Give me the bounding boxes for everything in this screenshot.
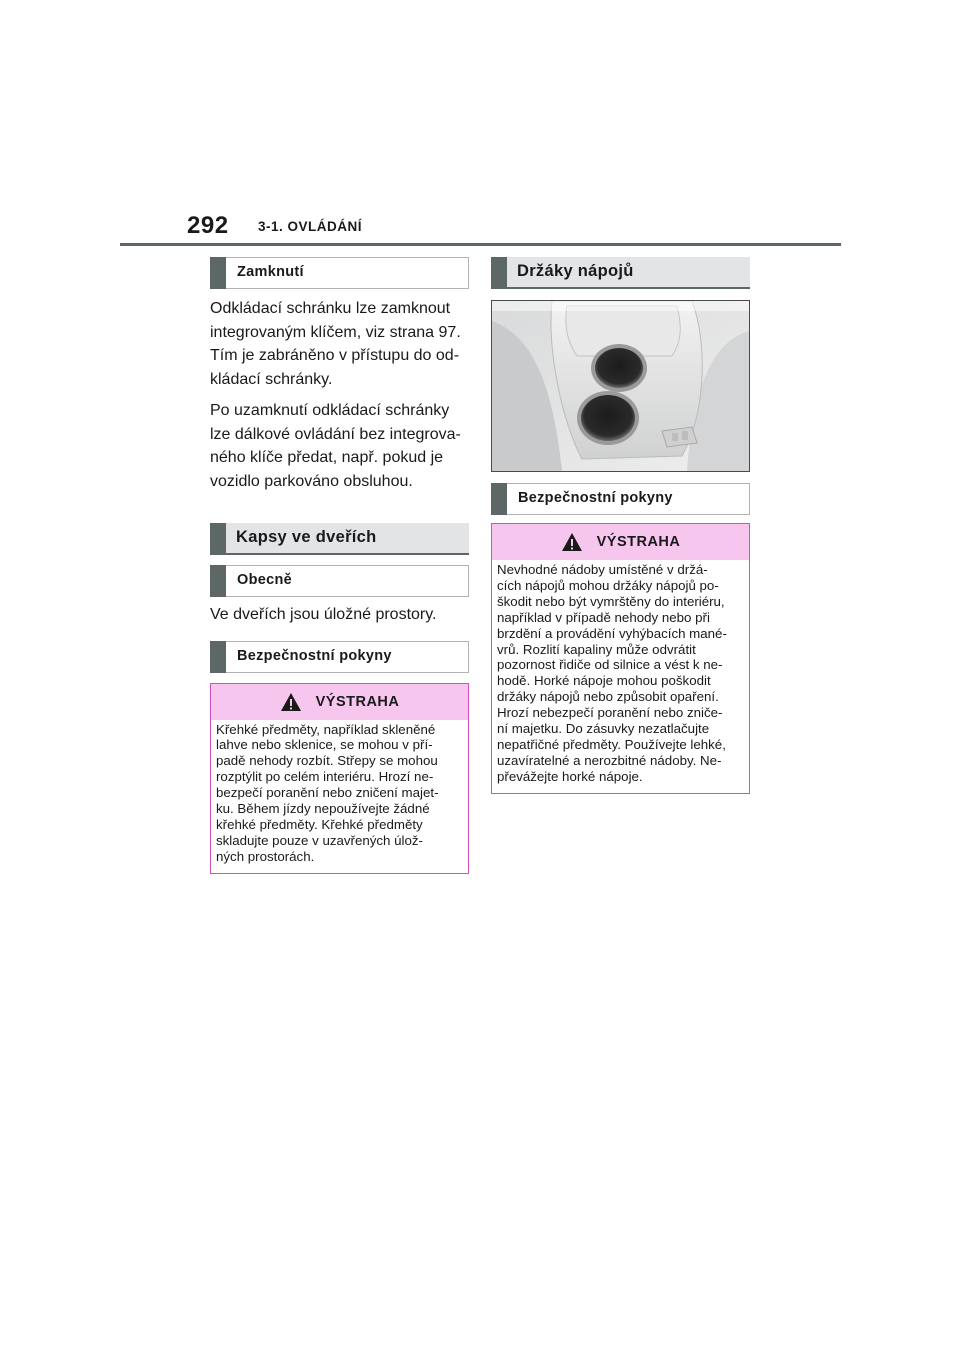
- warning-line: lahve nebo sklenice, se mohou v pří-: [216, 737, 433, 753]
- general-heading-label: Obecně: [237, 572, 292, 588]
- cup-holder-image: [492, 301, 749, 471]
- cup-holder-illustration: [491, 300, 750, 472]
- safety-heading-right: [491, 483, 750, 515]
- warning-line: skladujte pouze v uzavřených úlož-: [216, 832, 423, 848]
- warning-line: křehké předměty. Křehké předměty: [216, 816, 423, 832]
- lock-line: ného klíče předat, např. pokud je: [210, 449, 444, 466]
- safety-heading-left: [210, 641, 469, 673]
- warning-line: držáky nápojů nebo způsobit opaření.: [497, 689, 719, 705]
- safety-heading-left-label: Bezpečnostní pokyny: [237, 647, 392, 664]
- page-header: [0, 0, 960, 250]
- warning-label-right: VÝSTRAHA: [596, 534, 681, 550]
- lock-paragraph-2: [210, 399, 469, 493]
- lock-heading-label: Zamknutí: [237, 264, 304, 280]
- warning-line: padě nehody rozbít. Střepy se mohou: [216, 753, 438, 769]
- safety-heading-right-label: Bezpečnostní pokyny: [518, 490, 673, 506]
- lock-line: vozidlo parkováno obsluhou.: [210, 472, 413, 490]
- warning-line: cích nápojů mohou držáky nápojů po-: [497, 577, 719, 593]
- cup-holders-heading-label: Držáky nápojů: [517, 262, 634, 280]
- lock-heading: [210, 257, 469, 289]
- warning-line: škodit nebo být vymrštěny do interiéru,: [497, 593, 725, 609]
- warning-line: pozornost řidiče od silnice a vést k ne-: [497, 657, 723, 673]
- warning-text-left: [211, 720, 468, 873]
- door-pockets-heading-label: Kapsy ve dveřích: [236, 528, 377, 546]
- warning-line: nepatřičné předměty. Používejte lehké,: [497, 736, 726, 752]
- door-pockets-heading: [210, 523, 469, 555]
- warning-line: vrů. Rozlití kapaliny může odvrátit: [497, 641, 696, 657]
- warning-box-right: [491, 523, 750, 794]
- warning-line: Nevhodné nádoby umístěné v držá-: [497, 562, 708, 577]
- warning-line: bezpečí poranění nebo zničení majet-: [216, 785, 439, 801]
- lock-line: Odkládací schránku lze zamknout: [210, 300, 451, 317]
- lock-line: lze dálkové ovládání bez integrova-: [210, 425, 461, 443]
- header-rule: [120, 243, 841, 246]
- lock-line: Tím je zabráněno v přístupu do od-: [210, 347, 460, 364]
- warning-line: například v případě nehody nebo při: [497, 609, 710, 625]
- lock-line: kládací schránky.: [210, 370, 333, 388]
- warning-label-left: VÝSTRAHA: [315, 693, 400, 710]
- warning-triangle-icon: [561, 532, 583, 552]
- cup-holders-heading: [491, 257, 750, 289]
- general-text: Ve dveřích jsou úložné prostory.: [210, 606, 437, 623]
- warning-line: Křehké předměty, například skleněné: [216, 721, 436, 737]
- warning-line: uzavíratelné a nerozbitné nádoby. Ne-: [497, 752, 722, 768]
- chapter-title: 3-1. OVLÁDÁNÍ: [258, 219, 363, 234]
- warning-text-right: [492, 560, 749, 793]
- warning-line: převážejte horké nápoje.: [497, 768, 643, 784]
- warning-line: brzdění a provádění vyhýbacích mané-: [497, 625, 727, 641]
- lock-paragraph-1: [210, 297, 469, 391]
- warning-line: hodě. Horké nápoje mohou poškodit: [497, 673, 711, 689]
- warning-line: rozptýlit po celém interiéru. Hrozí ne-: [216, 769, 434, 785]
- warning-header-right: [492, 524, 749, 560]
- warning-box-left: [210, 683, 469, 874]
- warning-line: ní majetku. Do zásuvky nezatlačujte: [497, 721, 710, 737]
- page-number: 292: [187, 212, 229, 239]
- warning-triangle-icon: [280, 692, 302, 712]
- lock-line: integrovaným klíčem, viz strana 97.: [210, 323, 461, 341]
- right-column: [491, 257, 750, 794]
- left-column: [210, 257, 469, 874]
- warning-line: ku. Během jízdy nepoužívejte žádné: [216, 801, 430, 817]
- lock-line: Po uzamknutí odkládací schránky: [210, 402, 450, 419]
- warning-line: Hrozí nebezpečí poranění nebo zniče-: [497, 705, 723, 721]
- warning-line: ných prostorách.: [216, 848, 315, 864]
- general-heading: [210, 565, 469, 597]
- warning-header-left: [211, 684, 468, 720]
